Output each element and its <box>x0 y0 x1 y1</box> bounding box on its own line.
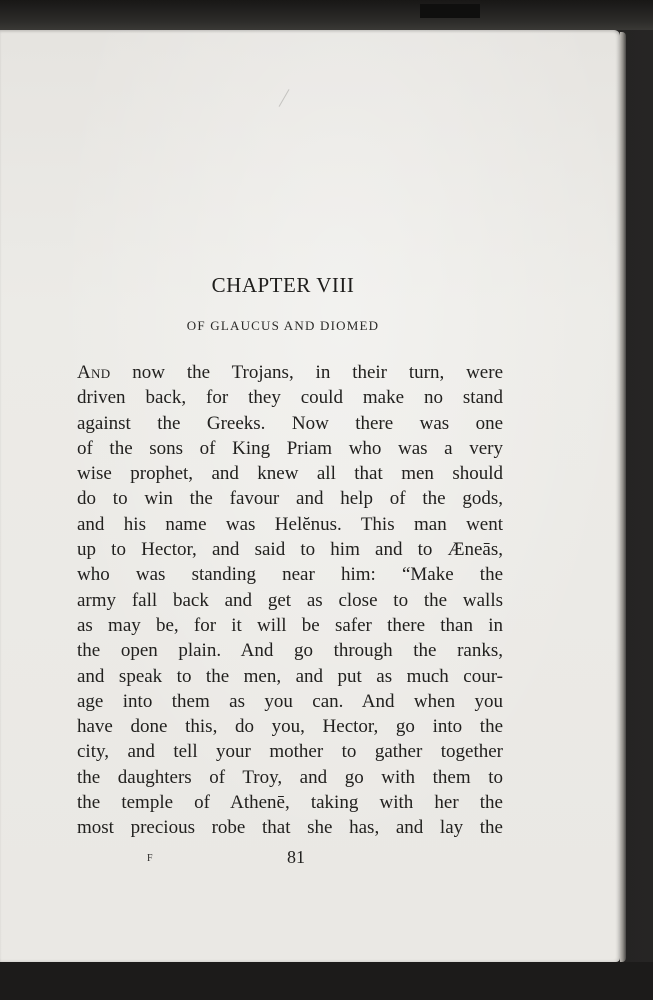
text-line: as may be, for it will be safer there than in <box>77 614 503 636</box>
text-line: age into them as you can. And when you <box>77 690 503 712</box>
drop-word: And <box>77 362 111 383</box>
text-line: the open plain. And go through the ranks, <box>77 640 503 662</box>
bleed-through-text <box>70 108 550 234</box>
text-line: do to win the favour and help of the gods, <box>77 488 503 510</box>
text-line: and speak to the men, and put as much cour- <box>77 665 503 687</box>
text-line: who was standing near him: “Make the <box>77 564 503 586</box>
text-line: up to Hector, and said to him and to Æneās, <box>77 539 503 561</box>
text-line-rest: now the Trojans, in their turn, were <box>110 362 503 383</box>
text-line: the temple of Athenē, taking with her the <box>77 792 503 814</box>
paper-crease-mark <box>279 89 297 111</box>
signature-mark: F <box>147 853 153 864</box>
text-line <box>77 360 503 385</box>
text-line: have done this, do you, Hector, go into the <box>77 716 503 738</box>
text-line: of the sons of King Priam who was a very <box>77 437 503 459</box>
page-number: 81 <box>287 847 305 867</box>
text-line: driven back, for they could make no stand <box>77 387 503 409</box>
text-line: and his name was Helĕnus. This man went <box>77 513 503 535</box>
scanner-bottom-edge <box>0 962 653 1000</box>
scanner-top-edge <box>0 0 653 30</box>
text-line: against the Greeks. Now there was one <box>77 412 503 434</box>
text-line: wise prophet, and knew all that men should <box>77 463 503 485</box>
body-paragraph <box>77 360 503 841</box>
page-stack-edge <box>620 32 626 962</box>
chapter-heading: CHAPTER VIII <box>211 273 355 297</box>
book-page <box>0 30 620 962</box>
text-line: the daughters of Troy, and go with them to <box>77 766 503 788</box>
text-line: most precious robe that she has, and lay the <box>77 817 503 839</box>
text-line: army fall back and get as close to the walls <box>77 589 503 611</box>
text-line: city, and tell your mother to gather together <box>77 741 503 763</box>
chapter-subtitle: OF GLAUCUS AND DIOMED <box>186 318 380 333</box>
